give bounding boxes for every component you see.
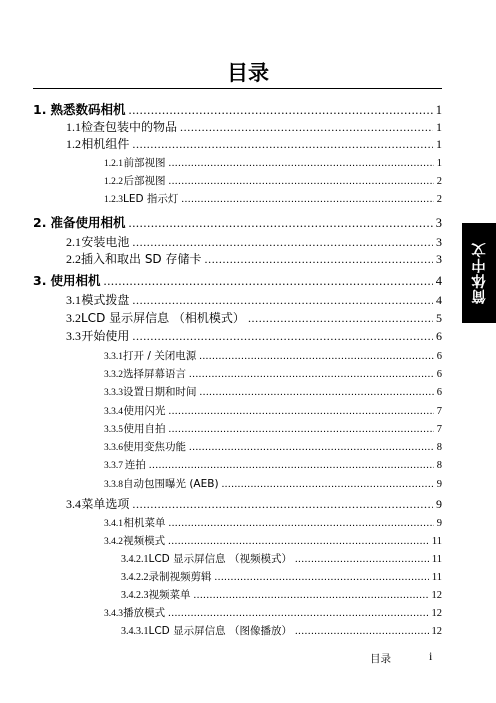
dot-leader [132,329,433,344]
toc-entry-number: 3.3.6 [104,443,123,453]
toc-entry-label: LCD 显示屏信息 （视频模式） [148,553,292,565]
toc-entry[interactable] [104,366,442,381]
dot-leader [132,497,433,512]
toc-entry-number: 3.4.1 [104,519,123,529]
toc-entry-label: 使用自拍 [123,423,166,435]
toc-entry-number: 3.3.3 [104,388,123,398]
toc-entry[interactable] [66,495,442,512]
toc-entry-number: 3.4.2.1 [121,554,149,565]
toc-entry-label: 开始使用 [81,329,130,343]
dot-leader [248,311,433,326]
toc-entry[interactable] [121,587,442,602]
toc-entry-number: 3.3.8 [104,480,123,490]
toc-entry[interactable] [104,155,442,170]
title-divider [33,88,442,89]
toc-entry-number: 1. [33,102,47,117]
toc-entry-page: 5 [436,311,442,325]
toc-entry[interactable] [33,213,442,231]
toc-entry-page: 1 [436,137,442,151]
toc-entry-page: 12 [431,626,442,637]
toc-entry-page: 9 [436,497,442,511]
language-side-tab [462,223,496,323]
toc-entry-label: 菜单选项 [81,497,130,511]
toc-entry-page: 7 [436,406,442,417]
toc-entry-page: 11 [431,536,442,547]
toc-entry-page: 9 [436,518,442,529]
dot-leader [149,460,434,471]
dot-leader [189,442,434,453]
toc-entry-number: 3.3 [66,329,81,343]
toc-entry-label: 设置日期和时间 [123,386,197,398]
toc-entry-label: 使用闪光 [123,405,166,417]
toc-entry[interactable] [104,515,442,530]
toc-entry-page: 8 [436,442,442,453]
toc-entry-label: 视频菜单 [148,589,191,601]
dot-leader [168,158,433,169]
page-title: 目录 [227,61,269,85]
toc-entry-label: 录制视频剪辑 [148,571,212,583]
toc-entry-number: 3.4.3.1 [121,626,149,637]
toc-entry-number: 1.2.3 [104,195,123,205]
toc-entry-label: 模式拨盘 [81,293,130,307]
toc-entry[interactable] [104,173,442,188]
toc-entry-label: 打开 / 关闭电源 [123,350,197,362]
dot-leader [132,293,433,308]
toc-entry[interactable] [66,135,442,152]
toc-entry[interactable] [121,569,442,584]
toc-entry-page: 6 [436,351,442,362]
toc-entry-page: 6 [436,329,442,343]
toc-entry[interactable] [104,403,442,418]
dot-leader [128,216,432,231]
dot-leader [168,424,433,435]
dot-leader [168,536,429,547]
toc-entry[interactable] [66,250,442,267]
toc-entry[interactable] [121,623,442,638]
dot-leader [295,554,429,565]
toc-entry-label: 播放模式 [123,607,166,619]
dot-leader [132,235,433,250]
toc-entry-page: 11 [431,554,442,565]
toc-entry-number: 3.4.2.3 [121,590,149,601]
toc-entry-number: 1.2.1 [104,159,123,169]
toc-entry-number: 3.4.2 [104,537,123,547]
dot-leader [194,590,429,601]
toc-entry-label: 相机菜单 [123,517,166,529]
toc-entry-label: 自动包围曝光 (AEB) [123,478,219,490]
toc-entry-page: 1 [436,120,442,134]
dot-leader [199,351,434,362]
toc-entry-page: 1 [436,158,442,169]
toc-entry-number: 2.1 [66,235,81,249]
toc-entry-page: 3 [436,252,442,266]
toc-entry[interactable] [104,191,442,206]
toc-entry-label: 使用变焦功能 [123,441,186,453]
toc-entry[interactable] [66,327,442,344]
toc-entry-page: 3 [435,216,442,230]
toc-entry-number: 2.2 [66,252,81,266]
toc-entry[interactable] [104,439,442,454]
toc-entry-page: 12 [431,590,442,601]
toc-entry-page: 2 [436,194,442,205]
dot-leader [295,626,429,637]
dot-leader [168,406,433,417]
toc-entry-number: 3.4 [66,497,81,511]
toc-entry-number: 3.2 [66,311,81,325]
toc-entry-number: 3.3.5 [104,425,123,435]
toc-entry[interactable] [66,309,442,326]
toc-entry-label: 熟悉数码相机 [50,102,126,117]
dot-leader [132,137,433,152]
toc-entry-label: 检查包装中的物品 [81,120,178,134]
toc-entry-page: 7 [436,424,442,435]
toc-entry-page: 6 [436,387,442,398]
toc-entry-page: 3 [436,235,442,249]
dot-leader [168,518,433,529]
toc-entry[interactable] [104,457,442,472]
toc-entry-label: 后部视图 [123,175,166,187]
toc-entry[interactable] [104,476,442,491]
toc-entry-number: 1.1 [66,120,81,134]
toc-entry-label: LED 指示灯 [123,193,179,205]
dot-leader [222,479,434,490]
toc-entry[interactable] [104,384,442,399]
toc-entry-label: 相机组件 [81,137,130,151]
toc-entry-page: 12 [431,608,442,619]
toc-entry[interactable] [66,233,442,250]
toc-entry-page: 4 [436,293,442,307]
toc-entry-page: 6 [436,369,442,380]
toc-entry-number: 2. [33,215,47,230]
dot-leader [181,194,433,205]
toc-entry[interactable] [66,118,442,135]
toc-entry-label: LCD 显示屏信息 （相机模式） [81,311,245,325]
toc-entry-number: 3.3.7 [104,461,123,471]
toc-entry-number: 3.3.1 [104,352,123,362]
toc-entry-number: 1.2.2 [104,177,123,187]
toc-entry-label: 插入和取出 SD 存储卡 [81,252,202,266]
toc-entry-number: 3. [33,273,47,288]
dot-leader [128,103,432,118]
toc-entry-label: 选择屏幕语言 [123,368,186,380]
toc-entry-page: 2 [436,176,442,187]
toc-entry-page: 8 [436,460,442,471]
toc-entry-number: 3.4.3 [104,609,123,619]
toc-entry-number: 3.1 [66,293,81,307]
dot-leader [215,572,429,583]
toc-entry[interactable] [33,100,442,118]
toc-entry-number: 3.3.2 [104,370,123,380]
footer-page-number: i [429,649,433,663]
toc-entry-label: 连拍 [124,459,146,471]
toc-entry-label: 前部视图 [123,157,166,169]
toc-entry-label: 使用相机 [50,273,101,288]
toc-entry-label: 视频模式 [123,535,166,547]
dot-leader [205,252,434,267]
toc-entry[interactable] [104,348,442,363]
toc-entry-label: 准备使用相机 [50,215,126,230]
footer-section-label: 目录 [370,653,391,665]
toc-entry[interactable] [121,551,442,566]
toc-entry[interactable] [104,605,442,620]
toc-entry-number: 3.3.4 [104,407,123,417]
toc-entry-label: 安装电池 [81,235,130,249]
toc-entry[interactable] [104,421,442,436]
toc-entry-page: 4 [435,274,442,288]
toc-entry[interactable] [66,291,442,308]
dot-leader [168,176,433,187]
toc-entry-number: 1.2 [66,137,81,151]
toc-entry-number: 3.4.2.2 [121,572,149,583]
toc-entry-page: 1 [435,103,442,117]
toc-entry[interactable] [33,271,442,289]
toc-entry-label: LCD 显示屏信息 （图像播放） [148,625,292,637]
toc-entry[interactable] [104,533,442,548]
dot-leader [180,120,433,135]
dot-leader [103,274,432,289]
toc-entry-page: 11 [431,572,442,583]
dot-leader [189,369,434,380]
dot-leader [168,608,428,619]
toc-entry-page: 9 [436,479,442,490]
dot-leader [200,387,434,398]
language-side-tab-label: 简体中文 [471,242,488,304]
